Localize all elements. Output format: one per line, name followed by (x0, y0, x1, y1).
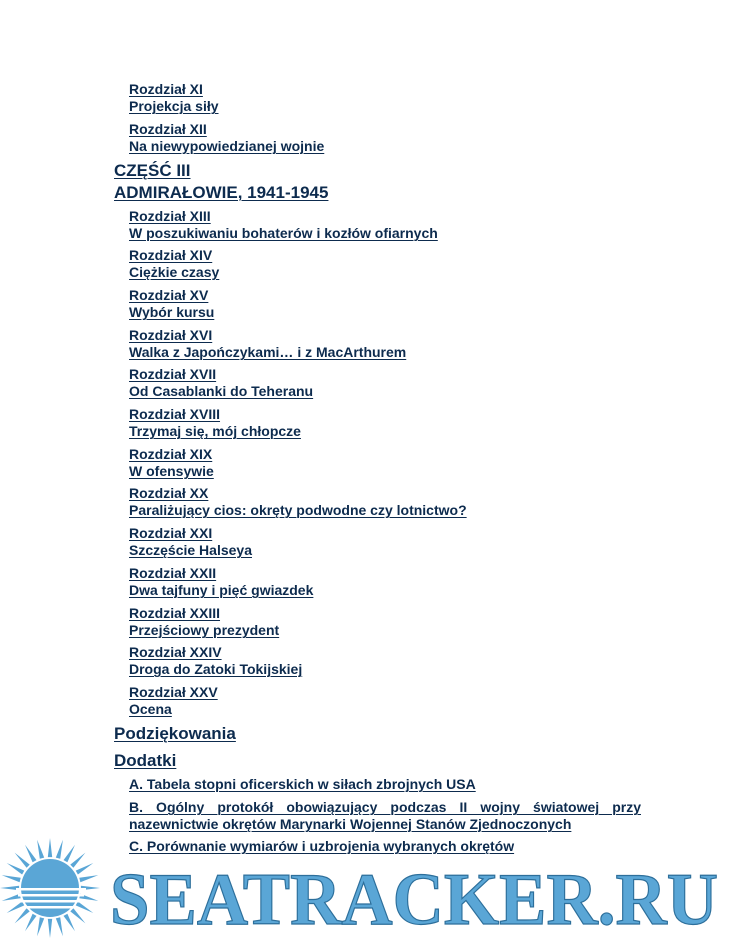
chapter-11-number-link[interactable]: Rozdział XI (129, 81, 203, 97)
chapter-15-number-link[interactable]: Rozdział XV (129, 287, 209, 303)
toc-entry-chapter-16 (129, 327, 406, 361)
part-3-label-link[interactable]: CZĘŚĆ III (114, 161, 191, 180)
toc-entry-chapter-20 (129, 485, 467, 519)
toc-entry-chapter-14 (129, 247, 219, 281)
appendix-b-link-line-1[interactable]: B. Ogólny protokół obowiązujący podczas II wojny światowej przy (129, 799, 641, 815)
toc-entry-appendix-b (129, 799, 641, 833)
toc-entry-chapter-23 (129, 605, 279, 639)
toc-entry-chapter-22 (129, 565, 313, 599)
chapter-20-number-link[interactable]: Rozdział XX (129, 485, 209, 501)
appendix-b-link-line-2[interactable]: nazewnictwie okrętów Marynarki Wojennej Stanów Zjednoczonych (129, 816, 572, 832)
chapter-24-number-link[interactable]: Rozdział XXIV (129, 644, 222, 660)
chapter-16-title-link[interactable]: Walka z Japończykami… i z MacArthurem (129, 344, 407, 360)
chapter-14-number-link[interactable]: Rozdział XIV (129, 247, 213, 263)
chapter-22-title-link[interactable]: Dwa tajfuny i pięć gwiazdek (129, 582, 314, 598)
chapter-24-title-link[interactable]: Droga do Zatoki Tokijskiej (129, 661, 303, 677)
seatracker-watermark (0, 836, 731, 946)
toc-entry-chapter-19 (129, 446, 214, 480)
toc-entry-part-3 (114, 160, 328, 204)
chapter-19-number-link[interactable]: Rozdział XIX (129, 446, 213, 462)
chapter-25-title-link[interactable]: Ocena (129, 701, 172, 717)
toc-entry-chapter-13 (129, 208, 438, 242)
appendix-a-link[interactable]: A. Tabela stopni oficerskich w siłach zbrojnych USA (129, 776, 476, 792)
toc-entry-chapter-24 (129, 644, 302, 678)
chapter-12-title-link[interactable]: Na niewypowiedzianej wojnie (129, 138, 325, 154)
chapter-23-number-link[interactable]: Rozdział XXIII (129, 605, 221, 621)
toc-entry-chapter-21 (129, 525, 252, 559)
part-3-title-link[interactable]: ADMIRAŁOWIE, 1941-1945 (114, 183, 329, 202)
chapter-25-number-link[interactable]: Rozdział XXV (129, 684, 218, 700)
toc-entry-chapter-18 (129, 406, 301, 440)
chapter-21-title-link[interactable]: Szczęście Halseya (129, 542, 252, 558)
appendices-link[interactable]: Dodatki (114, 751, 177, 770)
toc-entry-appendices (114, 751, 176, 771)
chapter-15-title-link[interactable]: Wybór kursu (129, 304, 215, 320)
chapter-11-title-link[interactable]: Projekcja siły (129, 98, 219, 114)
toc-entry-chapter-15 (129, 287, 214, 321)
chapter-21-number-link[interactable]: Rozdział XXI (129, 525, 213, 541)
chapter-18-number-link[interactable]: Rozdział XVIII (129, 406, 221, 422)
toc-entry-chapter-17 (129, 366, 313, 400)
chapter-12-number-link[interactable]: Rozdział XII (129, 121, 207, 137)
chapter-17-number-link[interactable]: Rozdział XVII (129, 366, 217, 382)
sun-logo-icon (0, 838, 100, 938)
toc-entry-chapter-25 (129, 684, 218, 718)
chapter-14-title-link[interactable]: Ciężkie czasy (129, 264, 220, 280)
toc-entry-chapter-12 (129, 121, 324, 155)
chapter-13-title-link[interactable]: W poszukiwaniu bohaterów i kozłów ofiarnych (129, 225, 438, 241)
chapter-18-title-link[interactable]: Trzymaj się, mój chłopcze (129, 423, 301, 439)
toc-entry-chapter-11 (129, 81, 219, 115)
chapter-20-title-link[interactable]: Paraliżujący cios: okręty podwodne czy lotnictwo? (129, 502, 467, 518)
chapter-19-title-link[interactable]: W ofensywie (129, 463, 214, 479)
chapter-17-title-link[interactable]: Od Casablanki do Teheranu (129, 383, 314, 399)
watermark-text: SEATRACKER.RU (110, 859, 718, 941)
toc-entry-acknowledgements (114, 724, 236, 744)
appendix-c-link[interactable]: C. Porównanie wymiarów i uzbrojenia wybranych okrętów (129, 838, 515, 854)
toc-entry-appendix-a (129, 776, 641, 793)
chapter-23-title-link[interactable]: Przejściowy prezydent (129, 622, 280, 638)
chapter-22-number-link[interactable]: Rozdział XXII (129, 565, 217, 581)
chapter-16-number-link[interactable]: Rozdział XVI (129, 327, 213, 343)
chapter-13-number-link[interactable]: Rozdział XIII (129, 208, 211, 224)
acknowledgements-link[interactable]: Podziękowania (114, 724, 236, 743)
